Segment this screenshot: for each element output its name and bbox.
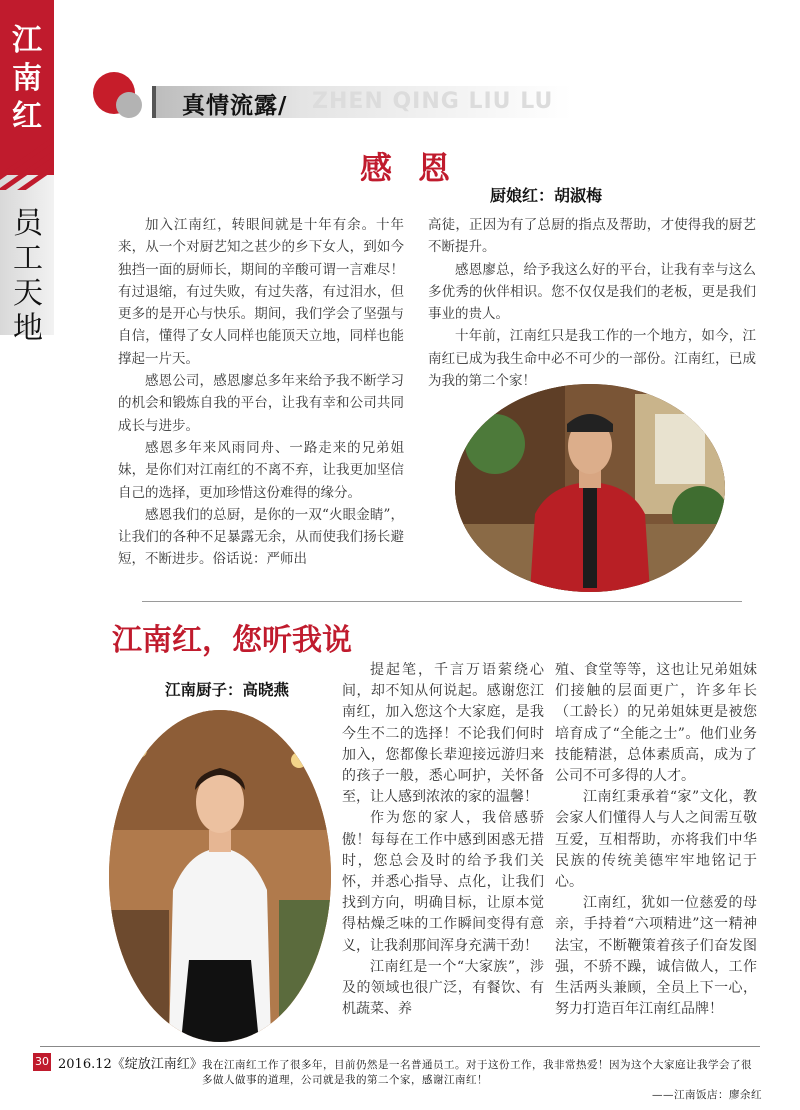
paragraph: 作为您的家人，我倍感骄傲！每每在工作中感到困惑无措时，您总会及时的给予我们关怀，并悉心指导、点化，让我们找到方向，明确目标，让原本觉得枯燥乏味的工作瞬间变得有意义，让我刹那间浑身充满干劲！ <box>342 810 544 954</box>
paragraph: 感恩廖总，给予我这么好的平台，让我有幸与这么多优秀的伙伴相识。您不仅仅是我们的老板，更是我们事业的贵人。 <box>428 261 756 323</box>
footer-quote-signature: ——江南饭店：廖余红 <box>652 1089 762 1101</box>
paragraph: 感恩我们的总厨，是你的一双“火眼金睛”，让我们的各种不足暴露无余，从而使我们扬长避短，不断进步。俗话说：严师出 <box>118 506 404 568</box>
paragraph: 感恩多年来风雨同舟、一路走来的兄弟姐妹，是你们对江南红的不离不弃，让我更加坚信自己的选择，更加珍惜这份难得的缘分。 <box>118 439 404 501</box>
footer-quote-text: 我在江南红工作了很多年，目前仍然是一名普通员工。对于这份工作，我非常热爱！因为这个大家庭让我学会了很多做人做事的道理，公司就是我的第二个家，感谢江南红！ <box>202 1059 752 1086</box>
article2-byline: 江南厨子：高晓燕 <box>165 680 290 699</box>
paragraph: 高徒，正因为有了总厨的指点及帮助，才使得我的厨艺不断提升。 <box>428 217 756 256</box>
brand-vertical-text: 江 南 红 <box>12 23 42 134</box>
footer-rule <box>40 1046 760 1047</box>
paragraph: 加入江南红，转眼间就是十年有余。十年来，从一个对厨艺知之甚少的乡下女人，到如今独挡一面的厨师长，期间的辛酸可谓一言难尽！有过退缩，有过失败，有过失落，有过泪水，但更多的是开心与快乐。期间，我们学会了坚强与自信，懂得了女人同样也能顶天立地，同样也能撑起一片天。 <box>118 217 404 367</box>
issue-label: 2016.12《绽放江南红》 <box>58 1057 203 1072</box>
article1-column-left <box>118 214 404 571</box>
article1-column-right <box>428 214 756 392</box>
article2-column-middle <box>342 660 544 1020</box>
paragraph: 提起笔，千言万语萦绕心间，却不知从何说起。感谢您江南红，加入您这个大家庭，是我今生不二的选择！不论我们何时加入，您都像长辈迎接远游归来的孩子一般，悉心呵护，关怀备至，让人感到浓浓的家的温馨！ <box>342 662 544 806</box>
article-divider <box>142 601 742 602</box>
article2-column-right <box>555 660 757 1020</box>
column-title: 真情流露/ <box>182 92 288 119</box>
staff-portrait-photo <box>109 710 331 1042</box>
section-vertical-title: 员 工 天 地 <box>13 206 43 346</box>
article2-title: 江南红，您听我说 <box>112 623 352 658</box>
header-grey-circle <box>116 92 142 118</box>
chef-portrait-photo <box>455 384 725 592</box>
page-number: 30 <box>33 1053 51 1071</box>
paragraph: 十年前，江南红只是我工作的一个地方，如今，江南红已成为我生命中必不可少的一部份。江南红，已成为我的第二个家！ <box>428 328 756 390</box>
paragraph: 感恩公司，感恩廖总多年来给予我不断学习的机会和锻炼自我的平台，让我有幸和公司共同成长与进步。 <box>118 373 404 434</box>
paragraph: 江南红秉承着“家”文化，教会家人们懂得人与人之间需互敬互爱，互相帮助，亦将我们中华民族的传统美德牢牢地铭记于心。 <box>555 789 757 891</box>
paragraph: 殖、食堂等等，这也让兄弟姐妹们接触的层面更广，许多年长（工龄长）的兄弟姐妹更是被您培育成了“全能之士”。他们业务技能精湛，总体素质高，成为了公司不可多得的人才。 <box>555 662 757 785</box>
paragraph: 江南红，犹如一位慈爱的母亲，手持着“六项精进”这一精神法宝，不断鞭策着孩子们奋发图强，不骄不躁，诚信做人，工作生活两头兼顾，全员上下一心，努力打造百年江南红品牌！ <box>555 895 757 1018</box>
column-title-pinyin: ZHEN QING LIU LU <box>312 89 554 114</box>
article1-byline: 厨娘红：胡淑梅 <box>490 186 603 205</box>
paragraph: 江南红是一个“大家族”，涉及的领域也很广泛，有餐饮、有机蔬菜、养 <box>342 958 544 1018</box>
article1-title: 感恩 <box>360 149 477 187</box>
footer-quote <box>202 1058 762 1103</box>
